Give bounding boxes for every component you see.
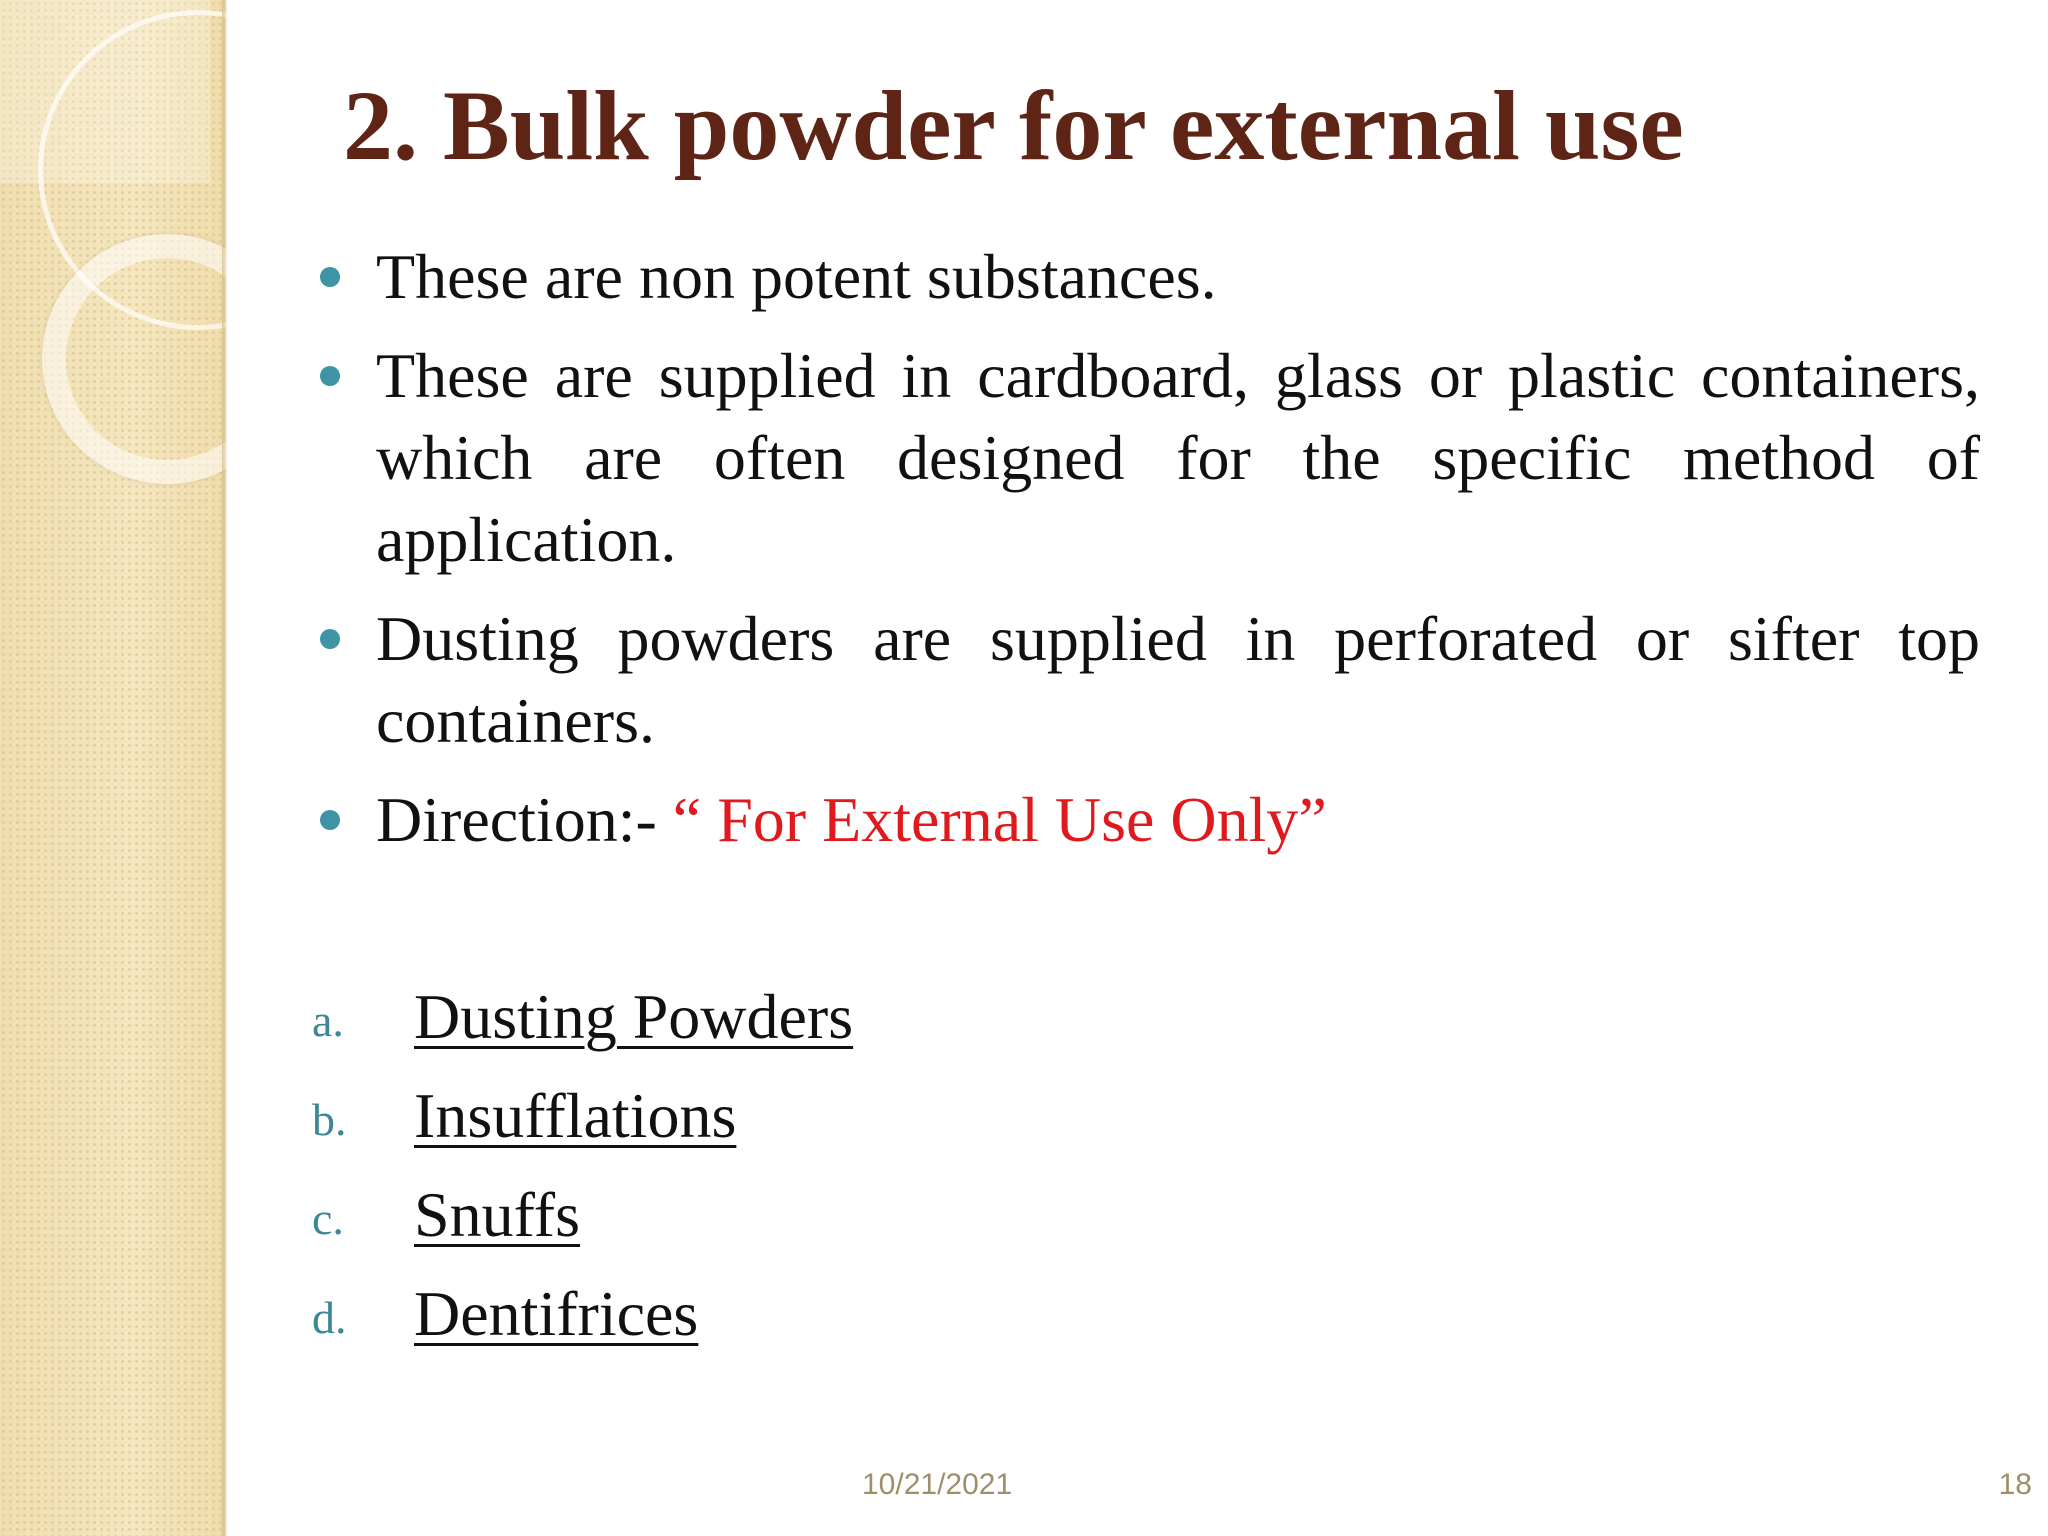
bullet-dot-icon xyxy=(320,267,340,287)
list-item-marker: a. xyxy=(312,995,344,1046)
footer-date: 10/21/2021 xyxy=(862,1468,1013,1501)
bullet-dot-icon xyxy=(320,810,340,830)
footer-page-number: 18 xyxy=(1998,1468,2032,1501)
list-item-label: Dentifrices xyxy=(414,1278,699,1349)
list-item-label: Snuffs xyxy=(414,1179,580,1250)
bullet-item xyxy=(228,236,1980,318)
bullet-dot-icon xyxy=(320,366,340,386)
list-item-marker: c. xyxy=(312,1193,344,1244)
bullet-text: These are supplied in cardboard, glass or plastic containers, which are often designed for the specific method of application. xyxy=(376,340,1980,575)
list-item-label: Insufflations xyxy=(414,1080,737,1151)
list-item-marker: b. xyxy=(312,1094,347,1145)
decorative-sidebar xyxy=(0,0,226,1536)
bullet-list xyxy=(228,236,1980,878)
bullet-item xyxy=(228,335,1980,581)
bullet-text: These are non potent substances. xyxy=(376,241,1217,312)
direction-label: Direction:- xyxy=(376,784,673,855)
list-item-label: Dusting Powders xyxy=(414,981,854,1052)
decorative-ring-small xyxy=(42,234,226,484)
bullet-text: Dusting powders are supplied in perforated or sifter top containers. xyxy=(376,603,1980,756)
slide-title: 2. Bulk powder for external use xyxy=(343,70,1684,181)
bullet-item-direction xyxy=(228,779,1980,861)
bullet-dot-icon xyxy=(320,629,340,649)
direction-quote: “ For External Use Only” xyxy=(672,784,1327,855)
bullet-item xyxy=(228,598,1980,762)
slide-content xyxy=(228,0,2048,1536)
list-item-marker: d. xyxy=(312,1292,347,1343)
